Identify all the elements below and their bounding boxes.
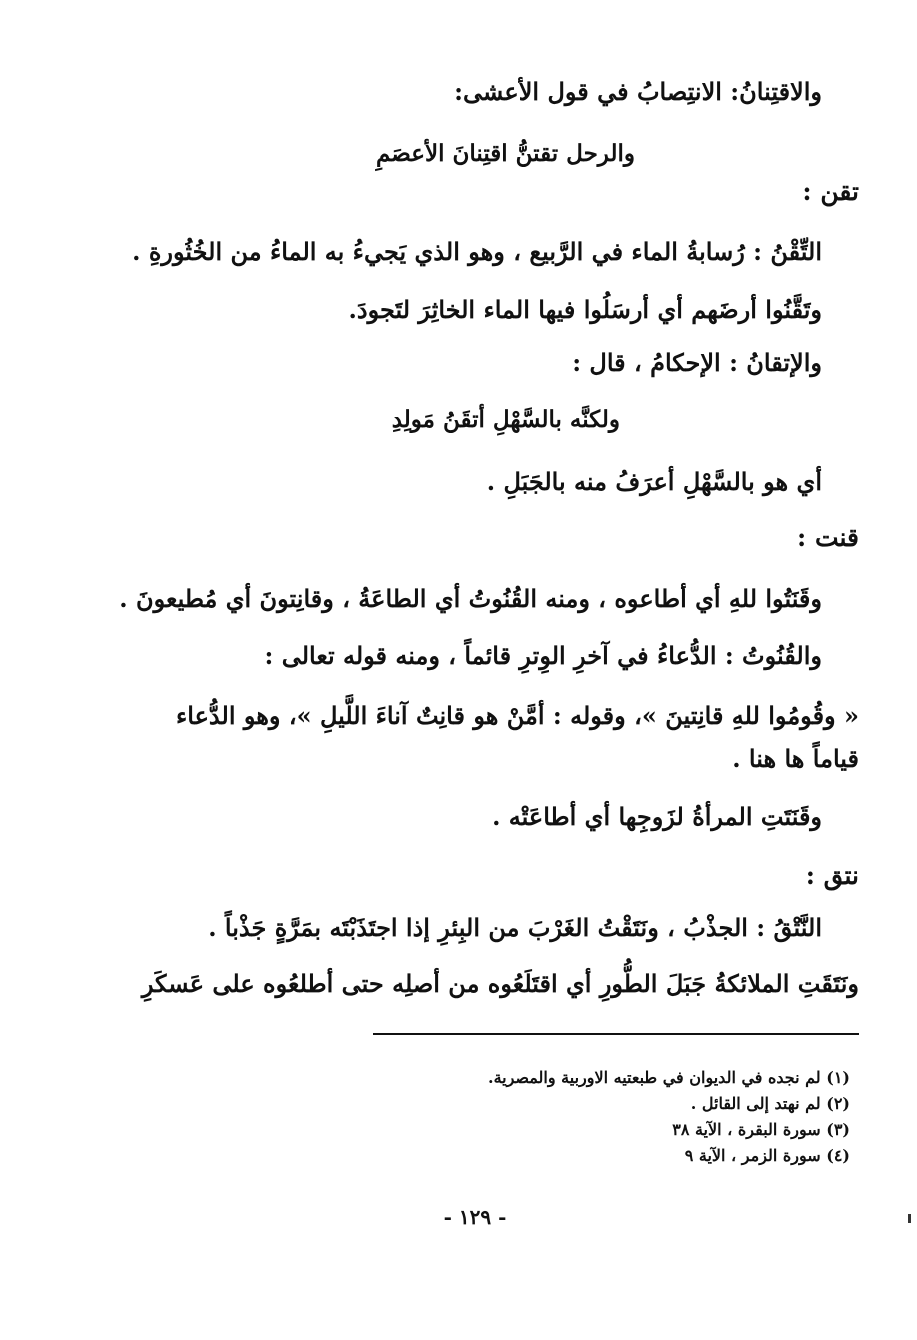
footnote-separator (373, 1033, 859, 1035)
entry-heading: تقن : (802, 177, 859, 206)
entry-heading: قنت : (797, 523, 859, 552)
text-line: « وقُومُوا للهِ قانِتينَ »، وقوله : أمَّنْ هو قانِتٌ آناءَ اللَّيلِ »، وهو الدُّعاء (175, 701, 859, 730)
text-line: والاقتِنانُ: الانتِصابُ في قول الأعشى: (454, 77, 822, 106)
text-line: وتَقَّنُوا أرضَهم أي أرسَلُوا فيها الماء الخاثِرَ لتَجودَ. (348, 295, 822, 324)
text-line: ونَتَقَتِ الملائكةُ جَبَلَ الطُّورِ أي اقتَلَعُوه من أصلِه حتى أطلعُوه على عَسكَرِ (141, 969, 859, 998)
scan-speck (908, 1214, 911, 1223)
entry-heading: نتق : (805, 861, 859, 890)
footnote: (١) لم نجده في الديوان في طبعتيه الاوربية والمصرية. (488, 1068, 850, 1087)
text-line: وقَنَتُوا للهِ أي أطاعوه ، ومنه القُنُوتُ أي الطاعَةُ ، وقانِتونَ أي مُطيعونَ . (119, 584, 822, 613)
text-line: النَّتْقُ : الجذْبُ ، ونَتَقْتُ الغَرْبَ من البِئرِ إذا اجتَذَبْتَه بمَرَّةٍ جَذْباً . (208, 913, 822, 942)
text-line: وقَنَتَتِ المرأةُ لزَوجِها أي أطاعَتْه . (492, 802, 822, 831)
footnote: (٤) سورة الزمر ، الآية ٩ (684, 1146, 850, 1165)
verse-line: ولكنَّه بالسَّهْلِ أتقَنُ مَولِدِ (391, 406, 620, 433)
page-number: - ١٢٩ - (443, 1205, 507, 1229)
footnote: (٣) سورة البقرة ، الآية ٣٨ (672, 1120, 850, 1139)
text-line: والقُنُوتُ : الدُّعاءُ في آخرِ الوِترِ قائماً ، ومنه قوله تعالى : (264, 641, 822, 670)
text-line: والإتقانُ : الإحكامُ ، قال : (572, 348, 822, 377)
footnote: (٢) لم نهتد إلى القائل . (690, 1094, 850, 1113)
verse-line: والرحل تقتنُّ اقتِنانَ الأعصَمِ (376, 140, 635, 167)
text-line: أي هو بالسَّهْلِ أعرَفُ منه بالجَبَلِ . (486, 467, 822, 496)
text-line: التِّقْنُ : رُسابةُ الماء في الرَّبيع ، وهو الذي يَجيءُ به الماءُ من الخُثُورةِ . (132, 237, 822, 266)
text-line: قياماً ها هنا . (732, 744, 859, 773)
